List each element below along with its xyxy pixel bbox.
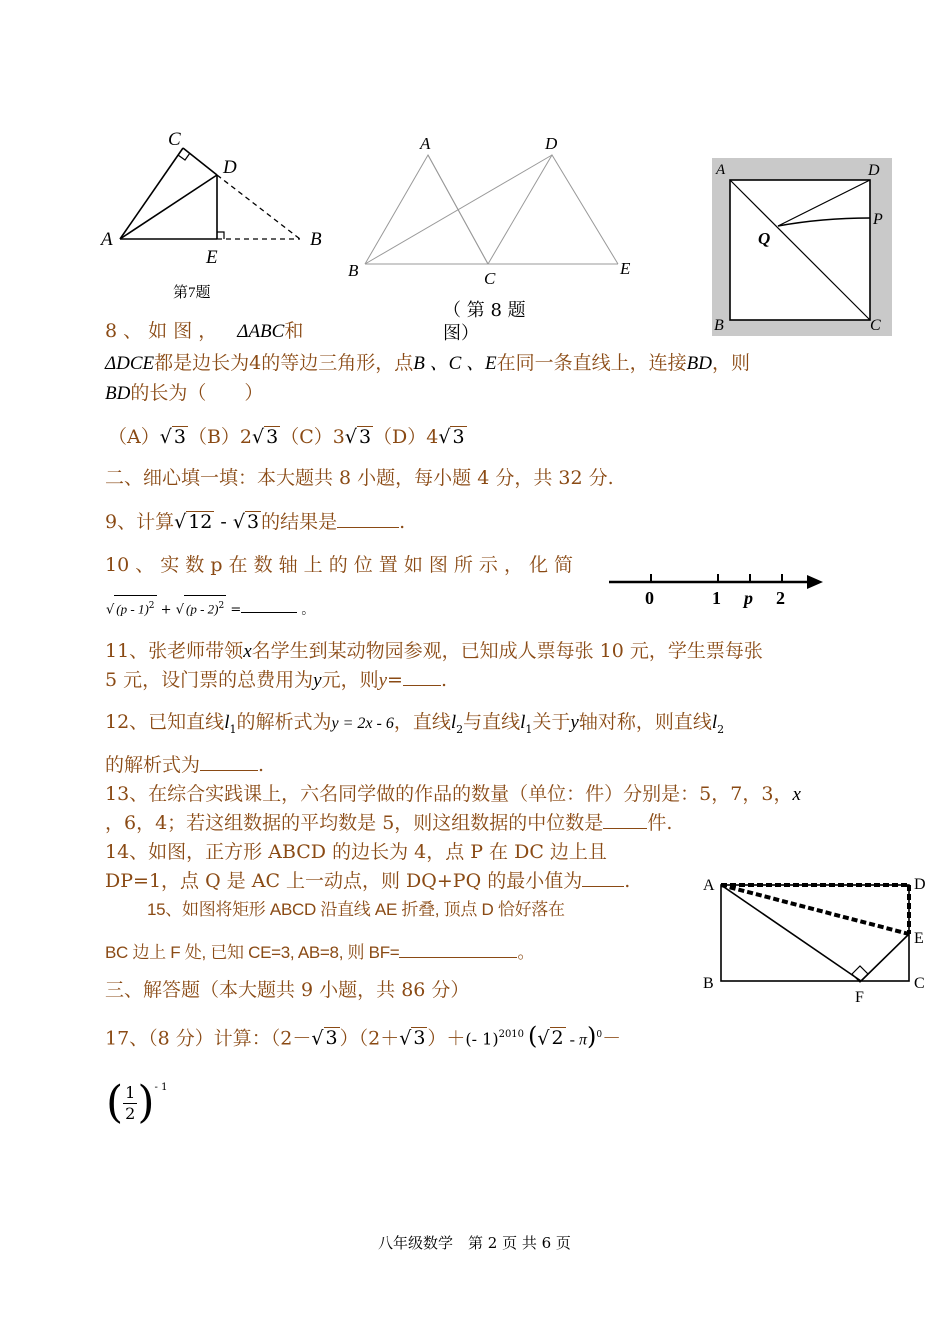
page-footer: 八年级数学 第 2 页 共 6 页 [378, 1234, 571, 1252]
fig8-label-b: B [348, 261, 359, 280]
q8-and: 和 [284, 320, 304, 342]
q8-option-c-radicand: 3 [358, 426, 372, 448]
q9-end: . [399, 511, 406, 533]
q8-option-c: （C）3 [280, 426, 345, 448]
q12-equation: y = 2x - 6 [331, 715, 394, 732]
q8-points: B 、C 、E [413, 353, 497, 374]
fig15-label-c: C [914, 975, 925, 992]
q8-options: （A）√ 3 （B）2√ 3 （C）3√ 3 （D）4√ 3 [108, 426, 465, 448]
number-line-tick-0: 0 [645, 588, 654, 608]
q9-minus: - [214, 511, 233, 533]
fig7-label-a: A [101, 229, 113, 250]
q10-equals: = [226, 602, 242, 618]
question-17: 17、（8 分）计算：（2－√ 3 ）（2＋√ 3 ）＋(- 1)$^{2010}$ (√ 2 - π)$^0$－ [105, 1022, 622, 1051]
fig7-label-b: B [310, 229, 322, 250]
q13-line-1: 13、在综合实践课上，六名同学做的作品的数量（单位：件）分别是：5，7，3，x [105, 783, 801, 805]
q10-radicand-1: (p - 1)$^2$ [114, 595, 156, 620]
q8-triangle-dce: ΔDCE [105, 353, 155, 374]
q17-neg-one: (- 1) [465, 1029, 499, 1049]
fig8-label-c: C [484, 269, 496, 285]
fig15-label-d: D [914, 876, 926, 893]
fig8-label-d: D [545, 134, 558, 153]
fig8-caption-line1: （ 第 8 题 [443, 300, 526, 321]
q14-line-2: DP=1，点 Q 是 AC 上一动点，则 DQ+PQ 的最小值为 . [105, 870, 631, 892]
q8-text2: 在同一条直线上，连接 [496, 352, 687, 374]
q8-option-d-radicand: 3 [452, 426, 465, 448]
q12-line-1: 12、已知直线$l_1$的解析式为y = 2x - 6，直线$l_2$与直线$l_1$关于y轴对称，则直线$l_2$ [105, 711, 725, 736]
fig14-label-b: B [714, 317, 724, 334]
q13-line-2: ，6，4；若这组数据的平均数是 5，则这组数据的中位数是 件. [105, 812, 673, 834]
q8-text1: 都是边长为4的等边三角形，点 [154, 352, 414, 374]
figure-14 [712, 158, 892, 336]
q10-expression: √ (p - 1)$^2$ + √ (p - 2)$^2$ = 。 [106, 595, 314, 620]
number-line [605, 568, 835, 613]
fig14-label-c: C [870, 317, 881, 334]
q10-exponent-1: 2 [148, 601, 155, 611]
q13-x: x [792, 784, 801, 805]
q8-bd: BD [686, 353, 712, 374]
q9-radicand-2: 3 [247, 511, 260, 533]
figure-7 [95, 125, 335, 305]
q17-radicand-2: 3 [413, 1027, 426, 1050]
section-3-heading: 三、解答题（本大题共 9 小题，共 86 分） [105, 979, 470, 1001]
q11-line-1: 11、张老师带领x名学生到某动物园参观，已知成人票每张 10 元，学生票每张 [105, 640, 763, 662]
q8-option-b-radicand: 3 [266, 426, 279, 448]
q17-fraction-den: 2 [125, 1103, 136, 1123]
q8-option-d: （D）4 [373, 426, 439, 448]
q10-text: 10 、 实 数 p 在 数 轴 上 的 位 置 如 图 所 示 ， 化 简 [105, 554, 574, 576]
q17-fraction: ( $\frac{1}{2}$ )$^{- 1}$ [106, 1077, 168, 1128]
figure-15 [695, 870, 940, 1010]
q12-answer-blank[interactable] [200, 752, 258, 771]
q14-line-1: 14、如图，正方形 ABCD 的边长为 4，点 P 在 DC 边上且 [105, 841, 607, 863]
q17-power: 2010 [498, 1029, 525, 1040]
q8-bd-2: BD [105, 383, 131, 404]
q9-suffix: 的结果是 [261, 511, 338, 533]
fig14-label-p: P [873, 211, 883, 228]
q8-prefix: 8 、 如 图 ， [105, 320, 218, 342]
fig7-label-c: C [168, 129, 181, 150]
q17-radicand-1: 3 [325, 1027, 338, 1050]
q15-answer-blank[interactable] [399, 943, 517, 958]
question-9: 9、计算√ 12 - √ 3 的结果是 . [105, 511, 406, 533]
figure-8 [340, 130, 640, 285]
q17-radicand-3: 2 [551, 1027, 564, 1050]
q10-answer-blank[interactable] [241, 600, 297, 613]
q10-radicand-2: (p - 2)$^2$ [184, 595, 226, 620]
q9-prefix: 9、计算 [105, 511, 175, 533]
q15-line-1: 15、如图将矩形 ABCD 沿直线 AE 折叠, 顶点 D 恰好落在 [147, 900, 565, 919]
q17-fraction-num: 1 [125, 1082, 136, 1102]
q9-radicand-1: 12 [188, 511, 213, 533]
fig15-label-b: B [703, 975, 714, 992]
fig15-label-f: F [855, 989, 864, 1006]
q8-triangle-abc: ΔABC [237, 321, 285, 342]
q12-line-2: 的解析式为 . [105, 754, 265, 776]
q8-option-a: （A） [108, 426, 160, 448]
fig7-label-d: D [223, 157, 237, 178]
q9-answer-blank[interactable] [337, 509, 399, 528]
q11-x: x [243, 641, 252, 662]
q10-exponent-2: 2 [218, 601, 225, 611]
q11-y: y [313, 670, 322, 691]
q11-answer-blank[interactable] [403, 667, 441, 686]
q8-text4: 的长为（ ） [130, 382, 264, 404]
number-line-tick-2: 2 [776, 588, 785, 608]
fig7-label-e: E [206, 247, 218, 268]
fig14-label-a: A [716, 162, 726, 178]
q10-end: 。 [297, 602, 315, 618]
q11-line-2: 5 元，设门票的总费用为y元，则y= . [105, 669, 447, 691]
fig15-label-e: E [914, 930, 924, 947]
q8-option-b: （B）2 [187, 426, 252, 448]
q17-pi: - π [565, 1031, 587, 1049]
fig14-label-d: D [868, 162, 880, 179]
q17-negative-exponent: - 1 [154, 1082, 168, 1093]
fig15-label-a: A [703, 877, 715, 894]
q15-line-2: BC 边上 F 处, 已知 CE=3, AB=8, 则 BF= 。 [105, 943, 535, 962]
q14-answer-blank[interactable] [582, 868, 624, 887]
q11-y-2: y [378, 670, 388, 691]
q8-option-a-radicand: 3 [173, 426, 186, 448]
number-line-tick-p: p [744, 588, 753, 608]
fig8-label-a: A [420, 134, 431, 153]
fig8-caption-line2: 图） [443, 323, 479, 344]
q17-zero: 0 [596, 1030, 603, 1040]
fig7-caption: 第7题 [173, 285, 211, 301]
fig14-label-q: Q [758, 229, 771, 248]
q8-text3: ，则 [711, 352, 750, 374]
q13-answer-blank[interactable] [603, 810, 647, 829]
number-line-tick-1: 1 [712, 588, 721, 608]
q10-plus: + [156, 602, 176, 618]
section-2-heading: 二、细心填一填：本大题共 8 小题，每小题 4 分，共 32 分. [105, 467, 614, 489]
fig8-label-e: E [620, 259, 631, 278]
